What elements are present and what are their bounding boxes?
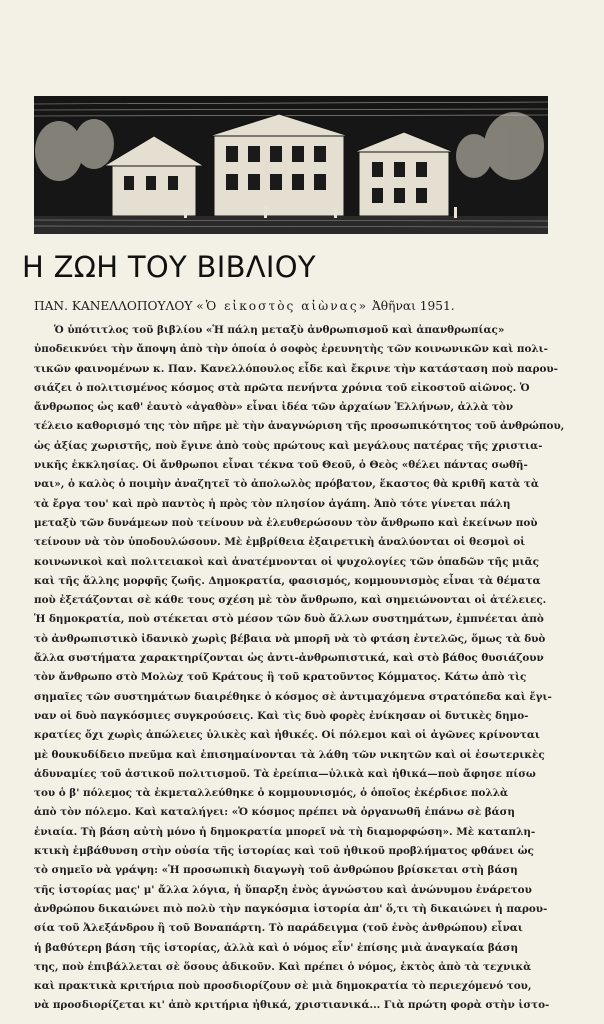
- body-text-line: του ὁ β' πόλεμος τὰ ἐκμεταλλεύθηκε ὁ κομμουνισμός, ὁ ὁποῖος ἐκέρδισε πολλὰ: [34, 787, 509, 800]
- body-text-line: κτικὴ ἐμβάθυνση στὴν οὐσία τῆς ἱστορίας καὶ τοῦ ἠθικοῦ προβλήματος φθάνει ὡς: [34, 845, 534, 858]
- body-text-line: ἄνθρωπος ὡς καθ' ἑαυτὸ «ἀγαθὸν» εἶναι ἰδέα τῶν ἀρχαίων Ἑλλήνων, ἀλλὰ τὸν: [34, 401, 514, 414]
- body-text-line: τὸ ἀνθρωπιστικὸ ἰδανικὸ χωρὶς βέβαια νὰ μπορῆ νὰ τὸ φτάση ἐντελῶς, ὅμως τὰ δυὸ: [34, 632, 546, 645]
- body-text-line: της, ποὺ ἐπιβάλλεται σὲ ὅσους ἀδικοῦν. Καὶ πρέπει ὁ νόμος, ἐκτὸς ἀπὸ τὰ τεχνικὰ: [34, 960, 532, 973]
- body-text-line: ἑνιαία. Τὴ βάση αὐτὴ μόνο ἡ δημοκρατία μπορεῖ νὰ τὴ διαμορφώση». Μὲ καταπλη-: [34, 825, 536, 838]
- banner-illustration: [34, 96, 548, 234]
- body-text-line: ἡ βαθύτερη βάση τῆς ἱστορίας, ἀλλὰ καὶ ὁ νόμος εἶν' ἐπίσης μιὰ ἀναγκαία βάση: [34, 941, 519, 954]
- body-text-line: ἀπὸ τὸν πόλεμο. Καὶ καταλήγει: «Ὁ κόσμος πρέπει νὰ ὀργανωθῆ ἐπάνω σὲ βάση: [34, 806, 515, 819]
- body-text-line: ποὺ ἐξετάζονται σὲ κάθε τους σχέση μὲ τὸν ἄνθρωπο, καὶ σημειώνονται οἱ ἀτέλειες.: [34, 594, 547, 607]
- book-title: «Ὁ εἰκοστὸς αἰὼνας»: [196, 299, 369, 313]
- book-citation: [34, 298, 570, 314]
- body-text-line: ναν οἱ δυὸ παγκόσμιες συγκρούσεις. Καὶ τὶς δυὸ φορὲς ἐνίκησαν οἱ δυτικὲς δημο-: [34, 709, 529, 722]
- body-text-line: μεταξὺ τῶν δυνάμεων ποὺ τείνουν νὰ ἐλευθερώσουν τὸν ἄνθρωπο καὶ ἐκείνων ποὺ: [34, 516, 538, 529]
- body-text-line: τῆς ἱστορίας μας' μ' ἄλλα λόγια, ἡ ὕπαρξη ἑνὸς ἀγνώστου καὶ ἀνώνυμου ἐνάρετου: [34, 883, 532, 896]
- body-text-line: καὶ τῆς ἄλλης μορφῆς ζωῆς. Δημοκρατία, φασισμός, κομμουνισμὸς εἶναι τὰ θέματα: [34, 574, 541, 587]
- body-text-line: σία τοῦ Ἀλεξάνδρου ἢ τοῦ Βοναπάρτη. Τὸ παράδειγμα (τοῦ ἑνὸς ἀνθρώπου) εἶναι: [34, 922, 523, 935]
- book-author: ΠΑΝ. ΚΑΝΕΛΛΟΠΟΥΛΟΥ: [34, 299, 193, 313]
- body-text-line: τέλειο καθορισμό της τὸν πῆρε μὲ τὴν ἀναγνώριση τῆς προσωπικότητος τοῦ ἀνθρώπου,: [34, 420, 565, 433]
- body-text-line: ὑποδεικνύει τὴν ἄποψη ἀπὸ τὴν ὁποία ὁ σοφὸς ἐρευνητὴς τῶν κοινωνικῶν καὶ πολι-: [34, 343, 548, 356]
- body-text-line: σημαῖες τῶν συστημάτων διαιρέθηκε ὁ κόσμος σὲ ἀντιμαχόμενα στρατόπεδα καὶ ἔγι-: [34, 690, 552, 703]
- body-text-line: νικῆς ἐκκλησίας. Οἱ ἄνθρωποι εἶναι τέκνα τοῦ Θεοῦ, ὁ Θεὸς «θέλει πάντας σωθῆ-: [34, 459, 528, 472]
- body-text-line: τὸ σημεῖο νὰ γράψη: «Ἡ προσωπικὴ διαγωγὴ τοῦ ἀνθρώπου βρίσκεται στὴ βάση: [34, 864, 518, 877]
- body-text-line: Ὁ ὑπότιτλος τοῦ βιβλίου «Ἡ πάλη μεταξὺ ἀνθρωπισμοῦ καὶ ἀπανθρωπίας»: [54, 324, 505, 336]
- book-place-year: Ἀθῆναι 1951.: [372, 299, 455, 313]
- body-text-line: σιάζει ὁ πολιτισμένος κόσμος στὰ πρῶτα πενήντα χρόνια τοῦ εἰκοστοῦ αἰῶνος. Ὁ: [34, 381, 530, 394]
- article-body: [34, 321, 570, 1016]
- body-text-line: ἀνθρώπου δικαιώνει πιὸ πολὺ τὴν παγκόσμια ἱστορία ἀπ' ὅ,τι τὴ δικαιώνει ἡ παρου-: [34, 902, 548, 915]
- body-text-line: τὸν ἄνθρωπο στὸ Μολὼχ τοῦ Κράτους ἢ τοῦ κρατοῦντος Κόμματος. Κάτω ἀπὸ τὶς: [34, 671, 527, 684]
- body-text-line: ἄλλα συστήματα χαρακτηρίζονται ὡς ἀντι-ἀνθρωπιστικά, καὶ στὸ βάθος θυσιάζουν: [34, 652, 544, 665]
- body-text-line: τείνουν νὰ τὸν ὑποδουλώσουν. Μὲ ἐμβρίθεια ἐξαιρετικὴ ἀναλύονται οἱ θεσμοὶ οἱ: [34, 536, 526, 549]
- body-text-line: ὡς ἀξίας χωριστῆς, ποὺ ἔγινε ἀπὸ τοὺς πρώτους καὶ μεγάλους πατέρας τῆς χριστια-: [34, 439, 543, 452]
- body-text-line: καὶ πρακτικὰ κριτήρια ποὺ προσδιορίζουν σὲ μιὰ δημοκρατία τὸ περιεχόμενό του,: [34, 980, 532, 993]
- body-text-line: μὲ θουκυδίδειο πνεῦμα καὶ ἐπισημαίνονται τὰ λάθη τῶν νικητῶν καὶ οἱ ἐσωτερικὲς: [34, 748, 545, 761]
- body-text-line: νὰ προσδιορίζεται κι' ἀπὸ κριτήρια ἠθικά, χριστιανικά... Γιὰ πρώτη φορὰ στὴν ἱστο-: [34, 999, 550, 1012]
- body-text-line: κρατίες ὄχι χωρὶς ἀπώλειες ὑλικὲς καὶ ἠθικές. Οἱ πόλεμοι καὶ οἱ ἀγῶνες κρίνονται: [34, 729, 540, 742]
- article-title: Η ΖΩΗ ΤΟΥ ΒΙΒΛΙΟΥ: [22, 250, 316, 284]
- body-text-line: Ἡ δημοκρατία, ποὺ στέκεται στὸ μέσον τῶν δυὸ ἄλλων συστημάτων, ἐμπνέεται ἀπὸ: [34, 613, 544, 626]
- body-text-line: ναι», ὁ καλὸς ὁ ποιμὴν ἀναζητεῖ τὸ ἀπολωλὸς πρόβατον, ἕκαστος θὰ κριθῆ κατὰ τὰ: [34, 478, 539, 491]
- body-text-line: κοινωνικοὶ καὶ πολιτειακοὶ καὶ ἀνατέμνονται οἱ ψυχολογίες τῶν ὁπαδῶν τῆς μιᾶς: [34, 555, 539, 568]
- body-text-line: τὰ ἔργα του' καὶ πρὸ παντὸς ἡ πρὸς τὸν πλησίον ἀγάπη. Ἀπὸ τότε γίνεται πάλη: [34, 497, 511, 510]
- body-text-line: τικῶν φαινομένων κ. Παν. Κανελλόπουλος εἶδε καὶ ἔκρινε τὴν κατάσταση ποὺ παρου-: [34, 362, 558, 375]
- body-text-line: ἀδυναμίες τοῦ ἀστικοῦ πολιτισμοῦ. Τὰ ἐρείπια—ὑλικὰ καὶ ἠθικά—ποὺ ἄφησε πίσω: [34, 767, 536, 780]
- engraving-street-scene: [34, 96, 548, 234]
